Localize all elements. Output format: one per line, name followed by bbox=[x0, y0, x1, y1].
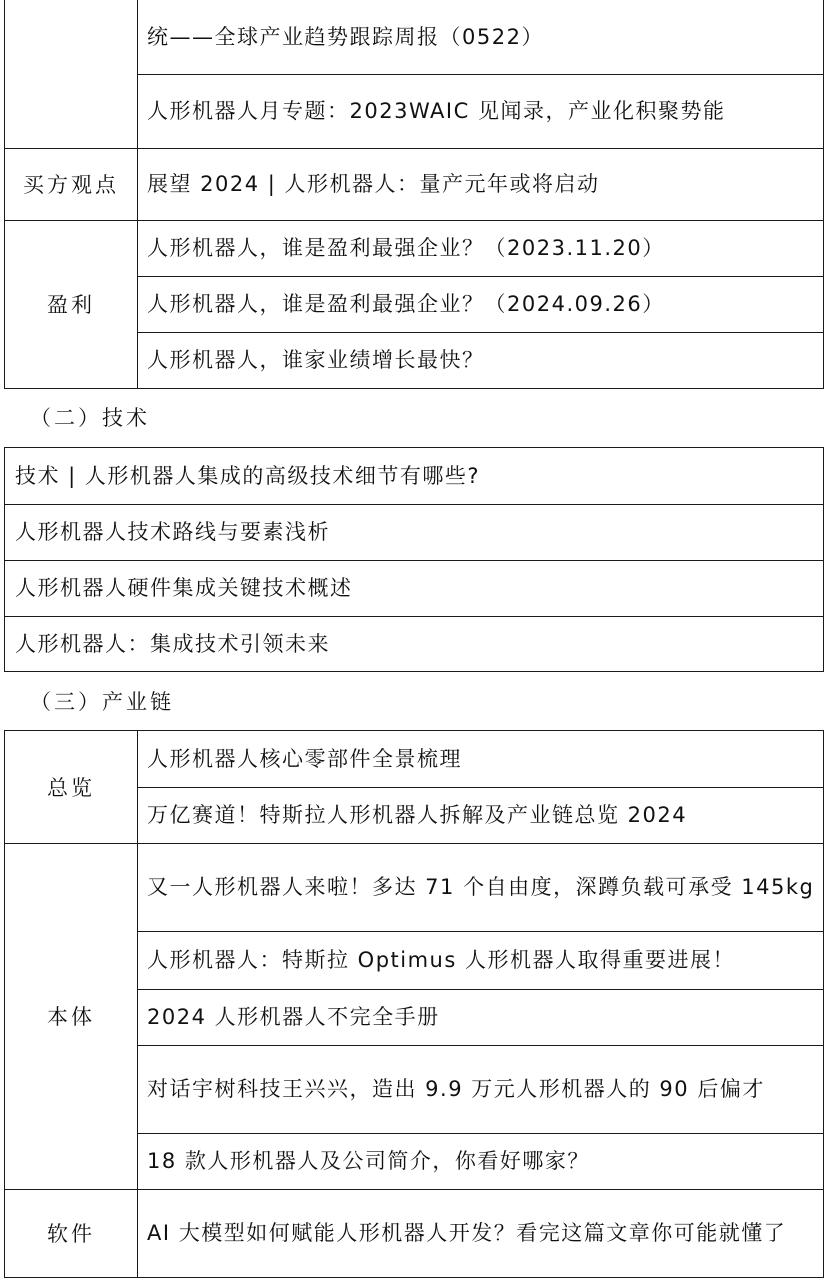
table-section-2 bbox=[4, 447, 824, 672]
table-section-3 bbox=[4, 730, 824, 1278]
column-divider bbox=[137, 731, 138, 1277]
list-item[interactable]: 又一人形机器人来啦！多达 71 个自由度，深蹲负载可承受 145kg bbox=[147, 875, 815, 899]
list-item[interactable]: AI 大模型如何赋能人形机器人开发？看完这篇文章你可能就懂了 bbox=[147, 1221, 787, 1245]
list-item[interactable]: 统——全球产业趋势跟踪周报（0522） bbox=[147, 25, 544, 49]
row-label-body: 本体 bbox=[47, 1005, 95, 1029]
list-item[interactable]: 18 款人形机器人及公司简介，你看好哪家？ bbox=[147, 1149, 590, 1173]
list-item[interactable]: 人形机器人：特斯拉 Optimus 人形机器人取得重要进展！ bbox=[147, 948, 735, 972]
row-label-overview: 总览 bbox=[47, 776, 95, 800]
list-item[interactable]: 人形机器人核心零部件全景梳理 bbox=[147, 747, 462, 771]
column-divider bbox=[137, 0, 138, 388]
list-item[interactable]: 人形机器人，谁是盈利最强企业？（2023.11.20） bbox=[147, 236, 665, 260]
section-heading-tech: （二）技术 bbox=[30, 406, 150, 430]
list-item[interactable]: 2024 人形机器人不完全手册 bbox=[147, 1005, 440, 1029]
list-item[interactable]: 人形机器人硬件集成关键技术概述 bbox=[15, 576, 353, 600]
row-label bbox=[5, 0, 137, 148]
list-item[interactable]: 万亿赛道！特斯拉人形机器人拆解及产业链总览 2024 bbox=[147, 803, 688, 827]
list-item[interactable]: 展望 2024 | 人形机器人：量产元年或将启动 bbox=[147, 172, 600, 196]
table-section-1 bbox=[4, 0, 824, 389]
row-label-software: 软件 bbox=[47, 1222, 95, 1246]
list-item[interactable]: 人形机器人：集成技术引领未来 bbox=[15, 631, 330, 656]
list-item[interactable]: 人形机器人，谁是盈利最强企业？（2024.09.26） bbox=[147, 292, 665, 316]
list-item[interactable]: 对话宇树科技王兴兴，造出 9.9 万元人形机器人的 90 后偏才 bbox=[147, 1077, 765, 1101]
row-label-profit: 盈利 bbox=[47, 293, 95, 317]
list-item[interactable]: 技术 | 人形机器人集成的高级技术细节有哪些? bbox=[15, 464, 481, 488]
list-item[interactable]: 人形机器人月专题：2023WAIC 见闻录，产业化积聚势能 bbox=[147, 99, 726, 123]
row-label-buyer-view: 买方观点 bbox=[23, 173, 119, 197]
list-item[interactable]: 人形机器人技术路线与要素浅析 bbox=[15, 520, 330, 544]
list-item[interactable]: 人形机器人，谁家业绩增长最快？ bbox=[147, 348, 485, 372]
section-heading-industry-chain: （三）产业链 bbox=[30, 690, 174, 714]
